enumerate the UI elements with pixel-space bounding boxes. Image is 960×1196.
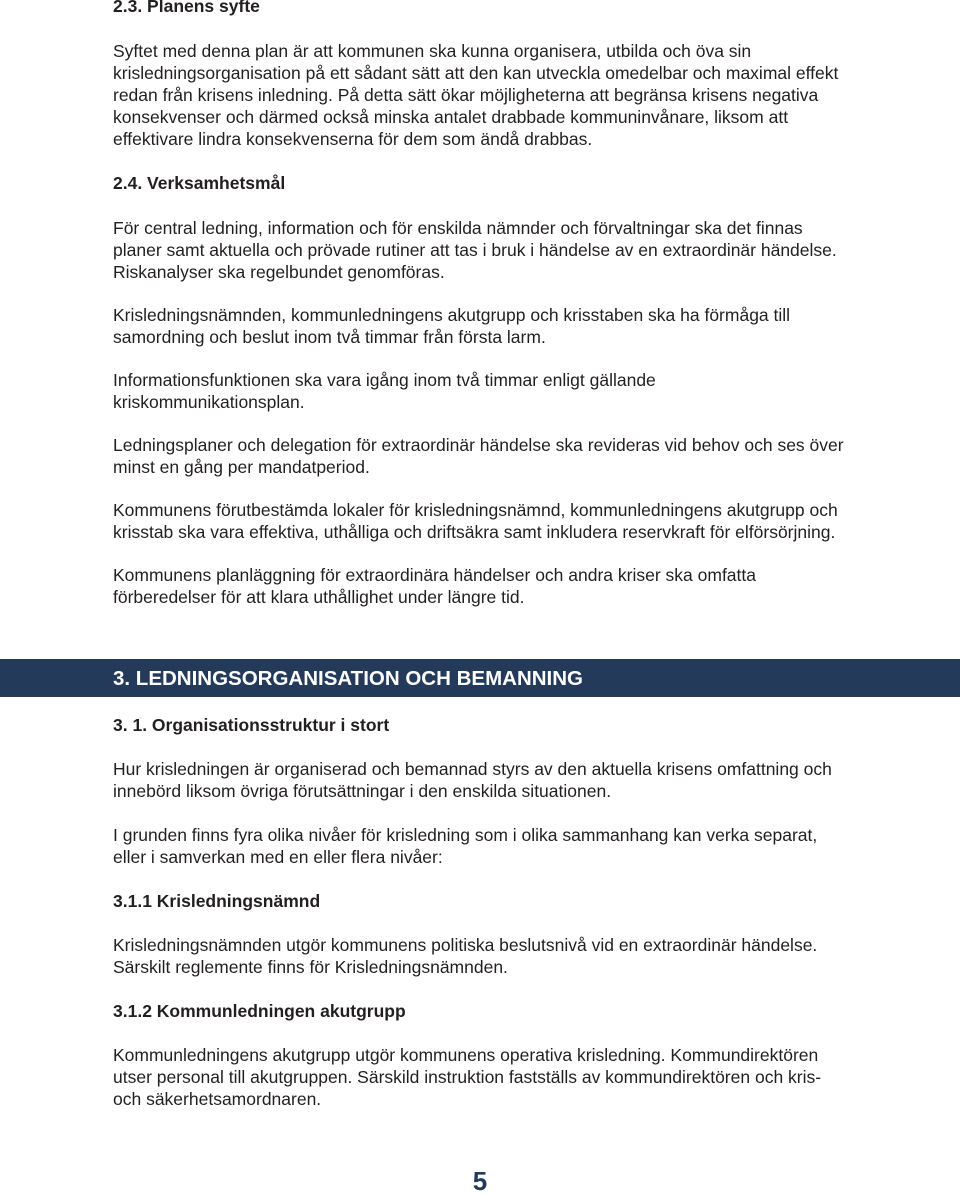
section-heading-2-3: 2.3. Planens syfte [113, 0, 260, 16]
paragraph-krisledningen-organiserad: Hur krisledningen är organiserad och bemannad styrs av den aktuella krisens omfattning och innebörd liksom övriga förutsättningar i den enskilda situationen. [113, 759, 832, 801]
page-number: 5 [472, 1166, 488, 1196]
paragraph-akutgrupp: Kommunledningens akutgrupp utgör kommunens operativa krisledning. Kommundirektören utser personal till akutgruppen. Särskild instruktion fastställs av kommundirektören och kris- och säkerhetsamordnaren. [113, 1045, 822, 1109]
section-heading-3-1-2: 3.1.2 Kommunledningen akutgrupp [113, 1001, 406, 1021]
chapter-banner [0, 659, 960, 697]
paragraph-krisledningsnamnd: Krisledningsnämnden utgör kommunens politiska beslutsnivå vid en extraordinär händelse. Särskilt reglemente finns för Krisledningsnämnden. [113, 935, 818, 977]
section-heading-2-4: 2.4. Verksamhetsmål [113, 173, 286, 193]
paragraph-lokaler: Kommunens förutbestämda lokaler för krisledningsnämnd, kommunledningens akutgrupp och krisstab ska vara effektiva, uthålliga och driftsäkra samt inkludera reservkraft för elförsörjning. [113, 500, 838, 542]
chapter-3-body [113, 714, 845, 1132]
paragraph-planens-syfte: Syftet med denna plan är att kommunen ska kunna organisera, utbilda och öva sin krisledningsorganisation på ett sådant sätt att den kan utveckla omedelbar och maximal effekt redan från krisens inledning. På detta sätt ökar möjligheterna att begränsa krisens negativa konsekvenser och därmed också minska antalet drabbade kommuninvånare, liksom att effektivare lindra konsekvenserna för dem som ändå drabbas. [113, 41, 839, 149]
paragraph-krisledningsnamnden: Krisledningsnämnden, kommunledningens akutgrupp och krisstaben ska ha förmåga till samordning och beslut inom två timmar från första larm. [113, 305, 791, 347]
paragraph-informationsfunktionen: Informationsfunktionen ska vara igång inom två timmar enligt gällande kriskommunikationsplan. [113, 370, 656, 412]
paragraph-fyra-nivaer: I grunden finns fyra olika nivåer för krisledning som i olika sammanhang kan verka separat, eller i samverkan med en eller flera nivåer: [113, 825, 818, 867]
paragraph-central-ledning: För central ledning, information och för enskilda nämnder och förvaltningar ska det finnas planer samt aktuella och prövade rutiner att tas i bruk i händelse av en extraordinär händelse. Riskanalyser ska regelbundet genomföras. [113, 218, 837, 282]
paragraph-planlaggning: Kommunens planläggning för extraordinära händelser och andra kriser ska omfatta förberedelser för att klara uthållighet under längre tid. [113, 565, 756, 607]
section-2-3-body [113, 40, 845, 150]
chapter-title: 3. LEDNINGSORGANISATION OCH BEMANNING [113, 667, 583, 690]
section-2-4-body [113, 217, 845, 629]
paragraph-ledningsplaner: Ledningsplaner och delegation för extraordinär händelse ska revideras vid behov och ses över minst en gång per mandatperiod. [113, 435, 844, 477]
section-heading-3-1: 3. 1. Organisationsstruktur i stort [113, 715, 390, 735]
section-heading-3-1-1: 3.1.1 Krisledningsnämnd [113, 891, 321, 911]
